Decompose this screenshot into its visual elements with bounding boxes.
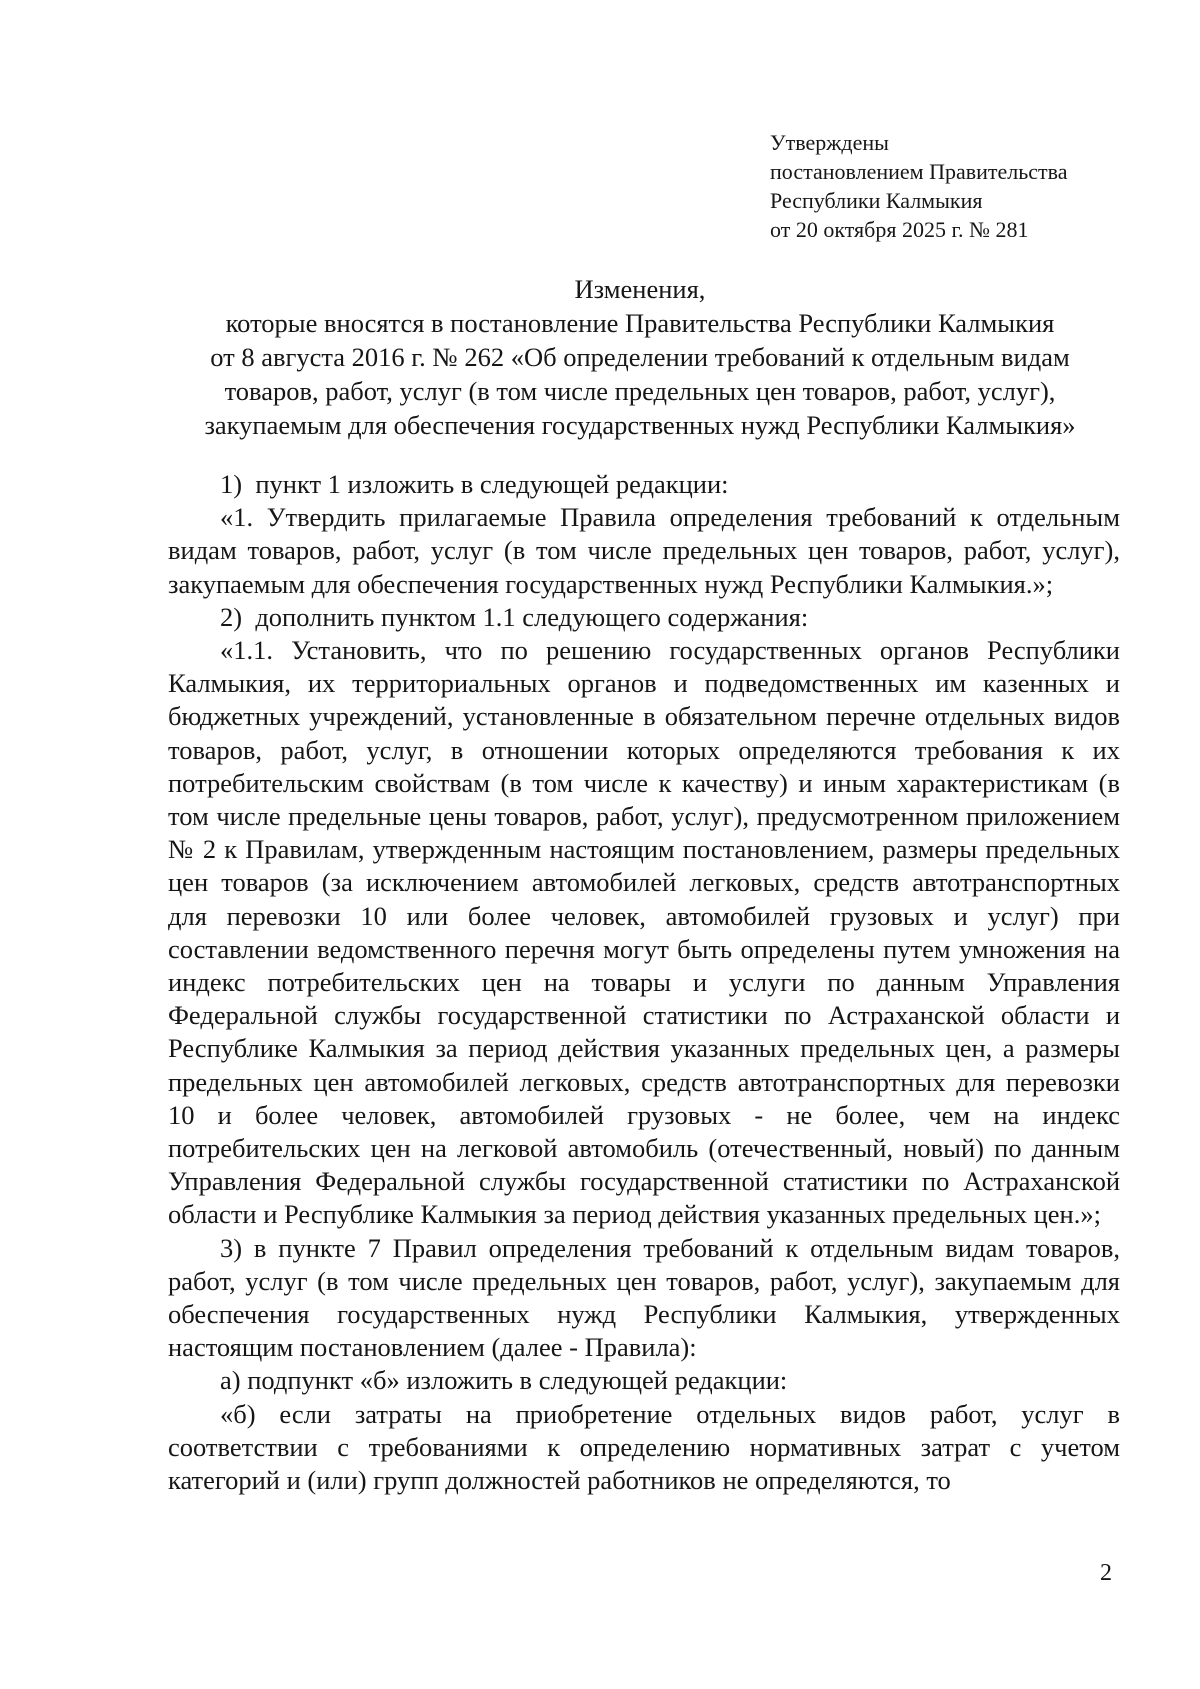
approval-line-4: от 20 октября 2025 г. № 281 <box>770 217 1029 242</box>
approval-line-2: постановлением Правительства <box>770 159 1068 184</box>
title-line-3: от 8 августа 2016 г. № 262 «Об определении требований к отдельным видам <box>210 342 1070 372</box>
approval-stamp <box>770 128 1150 244</box>
paragraph-item-2: 2) дополнить пунктом 1.1 следующего содержания: <box>220 601 809 632</box>
approval-line-1: Утверждены <box>770 130 889 155</box>
paragraph-item-3: 3) в пункте 7 Правил определения требований к отдельным видам товаров, работ, услуг (в том числе предельных цен товаров, работ, услуг), закупаемым для обеспечения государственных нужд Республики Калмыкия, утвержденных настоящим постановлением (далее - Правила): <box>168 1232 1120 1363</box>
page-number: 2 <box>1100 1560 1112 1586</box>
title-line-2: которые вносятся в постановление Правительства Республики Калмыкия <box>225 308 1055 338</box>
approval-line-3: Республики Калмыкия <box>770 188 983 213</box>
title-line-4: товаров, работ, услуг (в том числе предельных цен товаров, работ, услуг), <box>224 376 1056 406</box>
title-line-1: Изменения, <box>574 274 706 304</box>
title-line-5: закупаемым для обеспечения государственных нужд Республики Калмыкия» <box>204 410 1076 440</box>
paragraph-item-1-text: «1. Утвердить прилагаемые Правила определения требований к отдельным видам товаров, работ, услуг (в том числе предельных цен товаров, работ, услуг), закупаемым для обеспечения государственных нужд Республики Калмыкия.»; <box>168 502 1120 599</box>
paragraph-subitem-b-text: «б) если затраты на приобретение отдельных видов работ, услуг в соответствии с требованиями к определению нормативных затрат с учетом категорий и (или) групп должностей работников не определяются, то <box>168 1398 1120 1496</box>
paragraph-subitem-a: а) подпункт «б» изложить в следующей редакции: <box>220 1365 788 1396</box>
document-title <box>150 272 1130 442</box>
paragraph-item-1: 1) пункт 1 изложить в следующей редакции: <box>220 469 729 499</box>
document-body <box>168 468 1120 1497</box>
paragraph-item-2-text: «1.1. Установить, что по решению государственных органов Республики Калмыкия, их территориальных органов и подведомственных им казенных и бюджетных учреждений, установленные в обязательном перечне отдельных видов товаров, работ, услуг, в отношении которых определяются требования к их потребительским свойствам (в том числе к качеству) и иным характеристикам (в том числе предельные цены товаров, работ, услуг), предусмотренном приложением № 2 к Правилам, утвержденным настоящим постановлением, размеры предельных цен товаров (за исключением автомобилей легковых, средств автотранспортных для перевозки 10 или более человек, автомобилей грузовых и услуг) при составлении ведомственного перечня могут быть определены путем умножения на индекс потребительских цен на товары и услуги по данным Управления Федеральной службы государственной статистики по Астраханской области и Республике Калмыкия за период действия указанных предельных цен, а размеры предельных цен автомобилей легковых, средств автотранспортных для перевозки 10 и более человек, автомобилей грузовых - не более, чем на индекс потребительских цен на легковой автомобиль (отечественный, новый) по данным Управления Федеральной службы государственной статистики по Астраханской области и Республике Калмыкия за период действия указанных предельных цен.»; <box>168 635 1120 1230</box>
